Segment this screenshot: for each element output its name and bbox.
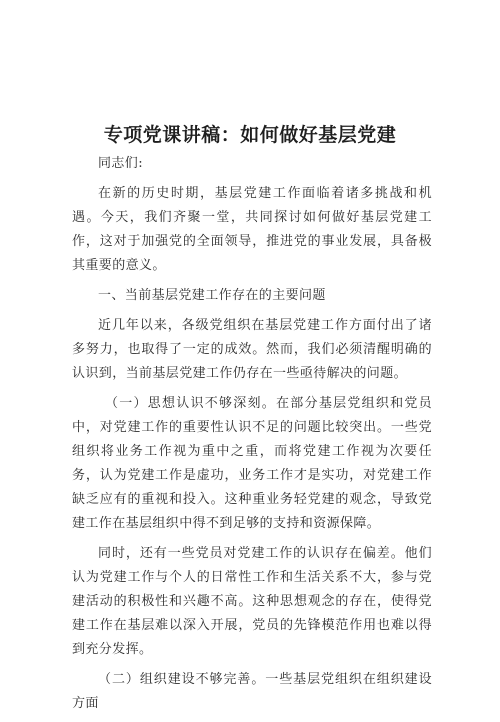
document-body	[72, 152, 432, 722]
paragraph-problems-intro: 近几年以来，各级党组织在基层党建工作方面付出了诸多努力，也取得了一定的成效。然而，我们必须清醒明确的认识到，当前基层党建工作仍存在一些亟待解决的问题。	[72, 318, 432, 381]
paragraph-point-two: （二）组织建设不够完善。一些基层党组织在组织建设方面	[72, 672, 432, 711]
paragraph-intro: 在新的历史时期，基层党建工作面临着诸多挑战和机遇。今天，我们齐聚一堂，共同探讨如何做好基层党建工作，这对于加强党的全面领导，推进党的事业发展，具备极其重要的意义。	[72, 186, 432, 273]
greeting: 同志们:	[98, 156, 143, 171]
paragraph-point-one: （一）思想认识不够深刻。在部分基层党组织和党员中，对党建工作的重要性认识不足的问题比较突出。一些党组织将业务工作视为重中之重，而将党建工作视为次要任务，认为党建工作是虚功，业务工作才是实功，对党建工作缺乏应有的重视和投入。这种重业务轻党建的观念，导致党建工作在基层组织中得不到足够的支持和资源保障。	[72, 396, 432, 531]
document-title: 专项党课讲稿：如何做好基层党建	[103, 124, 397, 146]
section-heading: 一、当前基层党建工作存在的主要问题	[98, 288, 326, 303]
paragraph-point-one-continued: 同时，还有一些党员对党建工作的认识存在偏差。他们认为党建工作与个人的日常性工作和生活关系不大，参与党建活动的积极性和兴趣不高。这种思想观念的存在，使得党建工作在基层难以深入开展，党员的先锋模范作用也难以得到充分发挥。	[72, 546, 432, 657]
